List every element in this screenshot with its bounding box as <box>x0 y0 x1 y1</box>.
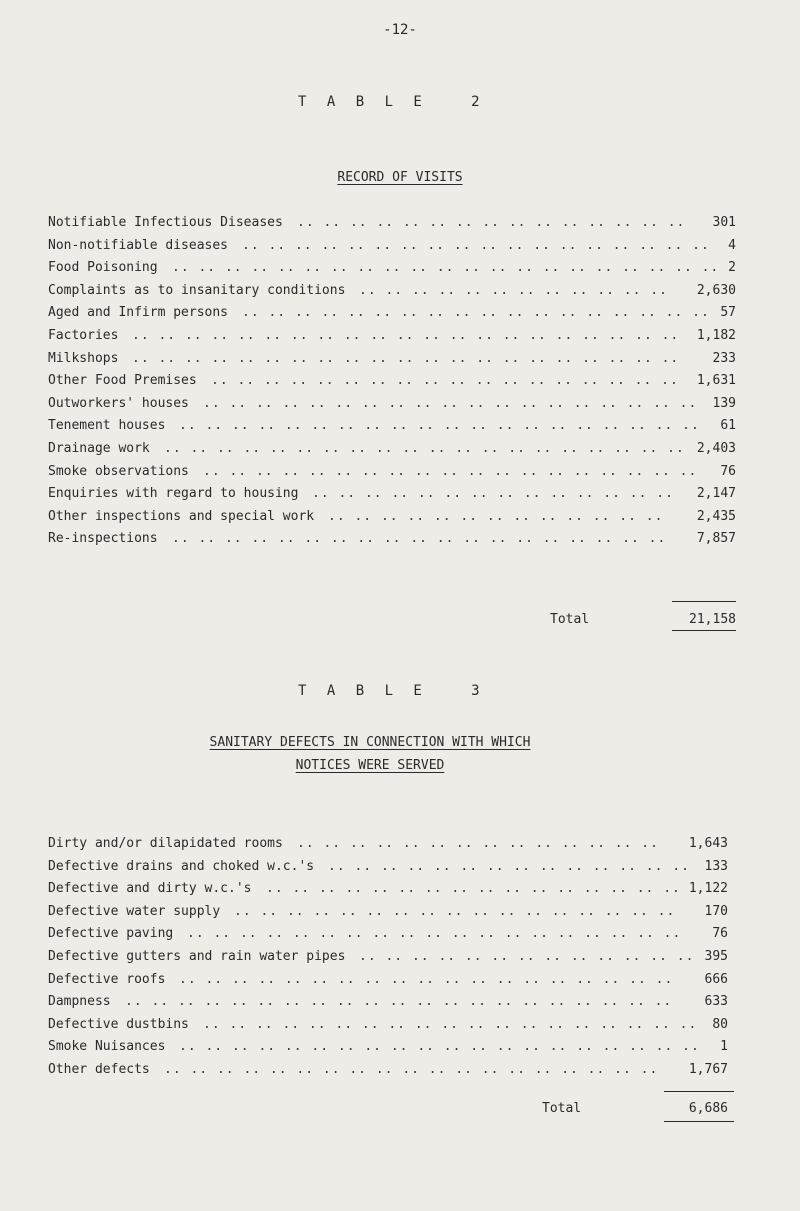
table2-row-label: Non-notifiable diseases <box>48 237 229 253</box>
table2-row-leader-dots: .. .. .. .. .. .. .. .. .. .. .. .. .. .. .. .. .. .. <box>211 373 679 389</box>
table2-row-leader-dots: .. .. .. .. .. .. .. .. .. .. .. .. .. .. .. .. .. .. <box>242 305 710 321</box>
table3-row <box>48 994 748 1016</box>
table2-row-leader-dots: .. .. .. .. .. .. .. .. .. .. .. .. .. .. .. .. .. .. .. .. <box>164 441 685 456</box>
table3-row <box>48 904 748 926</box>
table3-row-value: 1,643 <box>688 836 728 851</box>
table2-row-value: 2,435 <box>696 508 736 524</box>
table2-row-value: 2 <box>728 260 736 276</box>
table3-row-label: Defective water supply <box>48 903 221 919</box>
table2-row <box>48 509 748 531</box>
table2-row-label: Factories <box>48 328 119 343</box>
table2-row-label: Enquiries with regard to housing <box>48 486 299 502</box>
table2-row <box>48 328 748 350</box>
table3-row-leader-dots: .. .. .. .. .. .. .. .. .. .. .. .. .. <box>359 949 695 964</box>
table2-row-label: Notifiable Infectious Diseases <box>48 215 283 230</box>
table2-row-label: Outworkers' houses <box>48 395 189 411</box>
table2-row-leader-dots: .. .. .. .. .. .. .. .. .. .. .. .. .. .. .. .. .. .. .. <box>203 395 698 411</box>
table2-row-value: 57 <box>720 305 736 321</box>
table3-total-rule-top <box>664 1091 734 1092</box>
table3-row <box>48 1017 748 1039</box>
table2-row-value: 61 <box>720 418 736 434</box>
table3-row <box>48 859 748 881</box>
table2-row-leader-dots: .. .. .. .. .. .. .. .. .. .. .. .. <box>359 282 668 298</box>
table2-row-label: Other Food Premises <box>48 373 197 389</box>
table3-row-value: 76 <box>712 926 728 942</box>
table3-row-value: 1,122 <box>688 881 728 897</box>
table3-row <box>48 881 748 903</box>
table3-row <box>48 1062 748 1084</box>
table3-row-label: Defective drains and choked w.c.'s <box>48 858 315 874</box>
table2-row-leader-dots: .. .. .. .. .. .. .. .. .. .. .. .. .. .. .. .. .. .. .. .. .. <box>172 260 720 276</box>
table3-row-label: Defective gutters and rain water pipes <box>48 949 346 964</box>
table2-row-value: 301 <box>712 215 736 230</box>
table3-heading-line2: NOTICES WERE SERVED <box>295 758 445 773</box>
table3-row-label: Dirty and/or dilapidated rooms <box>48 836 283 851</box>
table2-row-label: Smoke observations <box>48 463 189 479</box>
table2-row-leader-dots: .. .. .. .. .. .. .. .. .. .. .. .. .. .. .. .. .. .. .. .. .. <box>132 350 680 366</box>
table3-row <box>48 972 748 994</box>
table2-row-label: Re-inspections <box>48 531 158 547</box>
table3-row-leader-dots: .. .. .. .. .. .. .. .. .. .. .. .. .. .. <box>297 836 659 851</box>
table3-total-label: Total <box>542 1101 582 1116</box>
table2-row <box>48 305 748 327</box>
table2-row <box>48 486 748 508</box>
table2-heading: RECORD OF VISITS <box>337 170 463 185</box>
table2-row-leader-dots: .. .. .. .. .. .. .. .. .. .. .. .. .. .. .. <box>297 215 686 230</box>
table3-row-value: 633 <box>704 994 728 1010</box>
table3-row-leader-dots: .. .. .. .. .. .. .. .. .. .. .. .. .. .. .. .. .. <box>234 903 676 919</box>
table3-row <box>48 836 748 858</box>
table2-row <box>48 373 748 395</box>
table3-heading-line1: SANITARY DEFECTS IN CONNECTION WITH WHICH <box>209 735 531 750</box>
table2-row-label: Drainage work <box>48 441 150 456</box>
table3-row-label: Defective roofs <box>48 971 166 987</box>
table2-total-rule-bottom <box>672 630 736 631</box>
table3-row-value: 666 <box>704 971 728 987</box>
table2-row <box>48 283 748 305</box>
table3-row-leader-dots: .. .. .. .. .. .. .. .. .. .. .. .. .. .. .. .. .. .. .. <box>179 971 674 987</box>
table2-row-value: 1,182 <box>696 328 736 343</box>
table2-row <box>48 215 748 237</box>
table3-row-value: 170 <box>704 903 728 919</box>
table3-row-label: Defective paving <box>48 926 174 942</box>
table3-row-value: 1 <box>720 1039 728 1055</box>
table2-row <box>48 464 748 486</box>
table2-row-label: Other inspections and special work <box>48 508 315 524</box>
table2-row-label: Milkshops <box>48 350 119 366</box>
table3-row-label: Smoke Nuisances <box>48 1039 166 1055</box>
table2-row-value: 7,857 <box>696 531 736 547</box>
table2-row <box>48 351 748 373</box>
table2-total-value: 21,158 <box>689 612 736 627</box>
table2-row <box>48 418 748 440</box>
table3-title: T A B L E 3 <box>298 683 486 699</box>
table2-row-leader-dots: .. .. .. .. .. .. .. .. .. .. .. .. .. .. .. .. .. .. .. <box>172 531 667 547</box>
table2-row-leader-dots: .. .. .. .. .. .. .. .. .. .. .. .. .. .. .. .. .. .. .. <box>203 463 698 479</box>
table2-row-value: 2,630 <box>696 282 736 298</box>
table2-row-value: 2,403 <box>696 441 736 456</box>
table3-row-leader-dots: .. .. .. .. .. .. .. .. .. .. .. .. .. .. .. .. .. .. .. <box>203 1016 698 1032</box>
table2-row-value: 1,631 <box>696 373 736 389</box>
table3-row-label: Dampness <box>48 994 111 1010</box>
table2-row-value: 76 <box>720 463 736 479</box>
table2-title: T A B L E 2 <box>298 94 486 110</box>
table2-row-value: 4 <box>728 237 736 253</box>
table3-row-leader-dots: .. .. .. .. .. .. .. .. .. .. .. .. .. .. .. .. <box>266 881 681 897</box>
table2-row-value: 139 <box>712 395 736 411</box>
table3-row-leader-dots: .. .. .. .. .. .. .. .. .. .. .. .. .. .. .. .. .. .. .. <box>164 1062 659 1077</box>
table2-row-label: Tenement houses <box>48 418 166 434</box>
table2-total-label: Total <box>550 612 590 627</box>
table2-row-leader-dots: .. .. .. .. .. .. .. .. .. .. .. .. .. .. .. .. .. .. <box>242 237 710 253</box>
table3-row-leader-dots: .. .. .. .. .. .. .. .. .. .. .. .. .. .. .. .. .. .. .. <box>187 926 682 942</box>
table2-row-leader-dots: .. .. .. .. .. .. .. .. .. .. .. .. .. .. .. .. .. .. .. .. .. <box>132 328 680 343</box>
table2-row-value: 2,147 <box>696 486 736 502</box>
table2-row-label: Complaints as to insanitary conditions <box>48 282 346 298</box>
table2-row-leader-dots: .. .. .. .. .. .. .. .. .. .. .. .. .. .. <box>312 486 674 502</box>
table2-row-leader-dots: .. .. .. .. .. .. .. .. .. .. .. .. .. .. .. .. .. .. .. .. <box>179 418 700 434</box>
table3-row-label: Defective and dirty w.c.'s <box>48 881 252 897</box>
table2-row-label: Food Poisoning <box>48 260 158 276</box>
table2-row <box>48 396 748 418</box>
table2-row-value: 233 <box>712 350 736 366</box>
table3-row-label: Defective dustbins <box>48 1016 189 1032</box>
table2-row <box>48 260 748 282</box>
table2-row <box>48 238 748 260</box>
table2-row <box>48 441 748 463</box>
table3-row-leader-dots: .. .. .. .. .. .. .. .. .. .. .. .. .. .. .. .. .. .. .. .. <box>179 1039 700 1055</box>
table3-row-value: 395 <box>704 949 728 964</box>
page-number: -12- <box>383 22 417 38</box>
table3-row-value: 80 <box>712 1016 728 1032</box>
table3-total-value: 6,686 <box>688 1101 728 1116</box>
table3-row <box>48 949 748 971</box>
table3-row <box>48 926 748 948</box>
table2-row-leader-dots: .. .. .. .. .. .. .. .. .. .. .. .. .. <box>328 508 664 524</box>
table2-row <box>48 531 748 553</box>
table3-total-rule-bottom <box>664 1121 734 1122</box>
table3-row-leader-dots: .. .. .. .. .. .. .. .. .. .. .. .. .. .. <box>328 858 690 874</box>
table2-total-rule-top <box>672 601 736 602</box>
table3-row-value: 133 <box>704 858 728 874</box>
table3-row-leader-dots: .. .. .. .. .. .. .. .. .. .. .. .. .. .. .. .. .. .. .. .. .. <box>125 994 673 1010</box>
table3-row-value: 1,767 <box>688 1062 728 1077</box>
table3-row <box>48 1039 748 1061</box>
table2-row-label: Aged and Infirm persons <box>48 305 229 321</box>
table3-row-label: Other defects <box>48 1062 150 1077</box>
